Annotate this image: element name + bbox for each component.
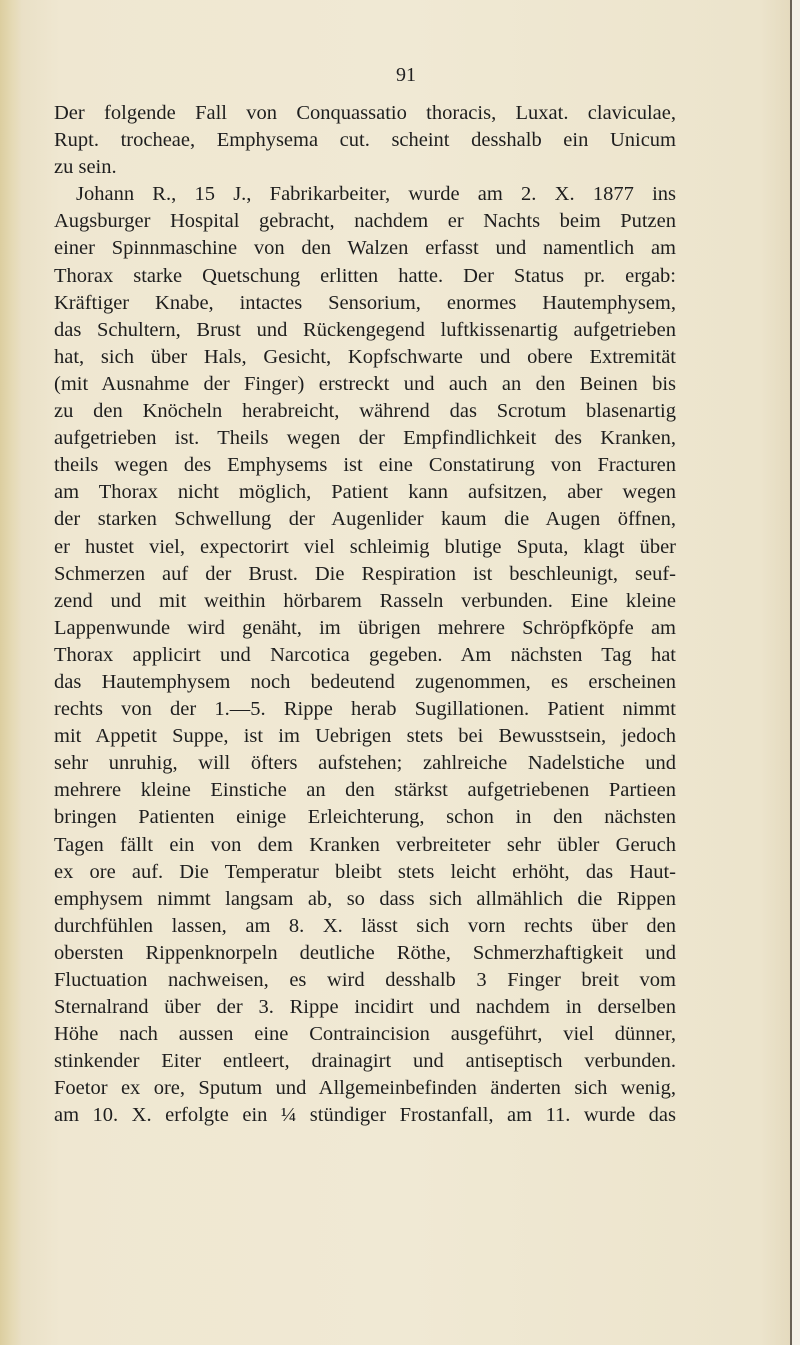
text-line: emphysem nimmt langsam ab, so dass sich allmählich die Rippen [54,887,676,910]
text-line: er hustet viel, expectorirt viel schleimig blutige Sputa, klagt über [54,535,676,558]
page-right-margin [792,0,800,1345]
text-line: hat, sich über Hals, Gesicht, Kopfschwarte und obere Extremität [54,345,676,368]
text-line: am Thorax nicht möglich, Patient kann aufsitzen, aber wegen [54,481,676,504]
text-line: obersten Rippenknorpeln deutliche Röthe, Schmerzhaftigkeit und [54,941,676,964]
text-line: einer Spinnmaschine von den Walzen erfasst und namentlich am [54,237,676,260]
text-line: das Schultern, Brust und Rückengegend luftkissenartig aufgetrieben [54,318,676,341]
text-line: stinkender Eiter entleert, drainagirt und antiseptisch verbunden. [54,1050,676,1073]
text-line: Thorax starke Quetschung erlitten hatte. Der Status pr. ergab: [54,264,676,287]
text-line: Schmerzen auf der Brust. Die Respiration ist beschleunigt, seuf- [54,562,676,585]
text-line: (mit Ausnahme der Finger) erstreckt und auch an den Beinen bis [54,372,676,395]
text-line: der starken Schwellung der Augenlider kaum die Augen öffnen, [54,508,676,531]
text-line: Sternalrand über der 3. Rippe incidirt und nachdem in derselben [54,996,676,1019]
text-line: mit Appetit Suppe, ist im Uebrigen stets bei Bewusstsein, jedoch [54,725,676,748]
text-line: zu den Knöcheln herabreicht, während das Scrotum blasenartig [54,400,676,423]
text-line: zu sein. [54,156,117,179]
page-binding-shadow [0,0,22,1345]
text-line: Der folgende Fall von Conquassatio thoracis, Luxat. claviculae, [54,102,676,124]
page-number: 91 [396,64,416,86]
text-line: Rupt. trocheae, Emphysema cut. scheint desshalb ein Unicum [54,129,676,152]
text-line: aufgetrieben ist. Theils wegen der Empfindlichkeit des Kranken, [54,427,676,450]
text-line: Johann R., 15 J., Fabrikarbeiter, wurde am 2. X. 1877 ins [76,183,676,206]
text-line: Lappenwunde wird genäht, im übrigen mehrere Schröpfköpfe am [54,616,676,639]
text-line: Thorax applicirt und Narcotica gegeben. Am nächsten Tag hat [54,643,676,666]
text-line: Foetor ex ore, Sputum und Allgemeinbefinden änderten sich wenig, [54,1077,676,1100]
text-line: durchfühlen lassen, am 8. X. lässt sich vorn rechts über den [54,914,676,937]
text-line: Augsburger Hospital gebracht, nachdem er Nachts beim Putzen [54,210,676,233]
text-line: sehr unruhig, will öfters aufstehen; zahlreiche Nadelstiche und [54,752,676,775]
text-line: mehrere kleine Einstiche an den stärkst aufgetriebenen Partieen [54,779,676,802]
text-line: Kräftiger Knabe, intactes Sensorium, enormes Hautemphysem, [54,291,676,314]
text-line: am 10. X. erfolgte ein ¼ stündiger Frostanfall, am 11. wurde das [54,1104,676,1127]
text-line: ex ore auf. Die Temperatur bleibt stets leicht erhöht, das Haut- [54,860,676,883]
text-line: zend und mit weithin hörbarem Rasseln verbunden. Eine kleine [54,589,676,612]
text-line: theils wegen des Emphysems ist eine Constatirung von Fracturen [54,454,676,477]
text-line: Tagen fällt ein von dem Kranken verbreiteter sehr übler Geruch [54,833,676,856]
page-edge-line [790,0,792,1345]
body-text [54,100,676,1130]
text-line: Fluctuation nachweisen, es wird desshalb 3 Finger breit vom [54,969,676,991]
text-line: rechts von der 1.—5. Rippe herab Sugillationen. Patient nimmt [54,698,676,721]
text-line: das Hautemphysem noch bedeutend zugenommen, es erscheinen [54,670,676,693]
text-line: Höhe nach aussen eine Contraincision ausgeführt, viel dünner, [54,1023,676,1046]
text-line: bringen Patienten einige Erleichterung, schon in den nächsten [54,806,676,829]
